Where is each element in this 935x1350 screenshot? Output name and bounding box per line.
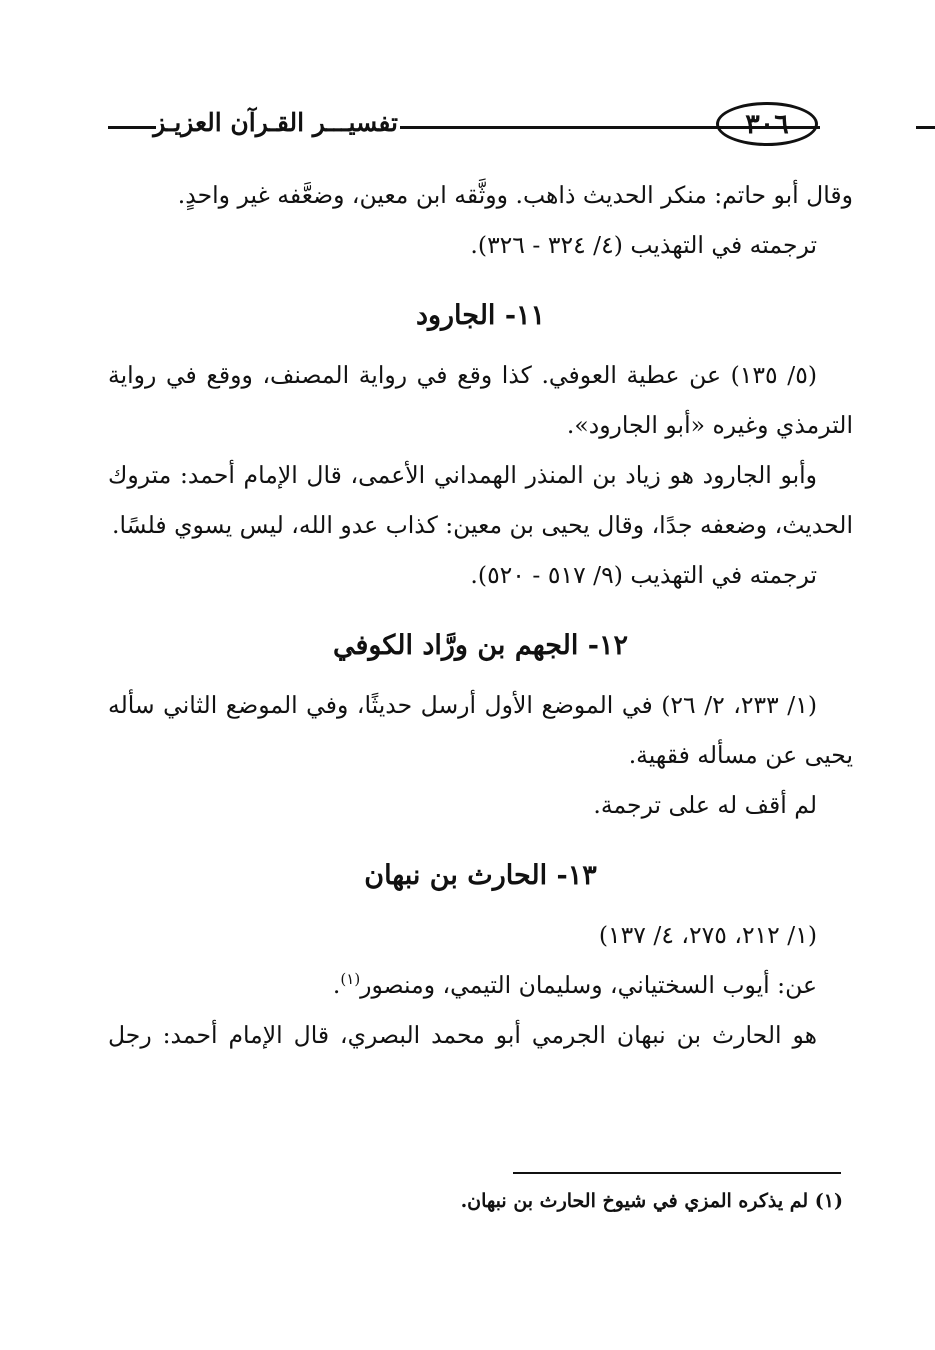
page-header [108,104,853,148]
text-run: (١/ ٢٣٣، ٢/ ٢٦) في الموضع الأول أرسل حديثًا، وفي الموضع الثاني سأله يحيى عن مسأله فقهية. [108,691,853,769]
text-run: (٥/ ١٣٥) عن عطية العوفي. كذا وقع في رواية المصنف، ووقع في رواية الترمذي وغيره «أبو الجارود». [108,361,853,439]
text-run: ١٢- الجهم بن ورَّاد الكوفي [332,630,629,661]
paragraph [108,1010,853,1060]
text-run: ١٣- الحارث بن نبهان [364,860,597,891]
entry-heading [108,852,853,900]
paragraph [108,450,853,550]
footnote-separator [513,1172,841,1174]
text-run: هو الحارث بن نبهان الجرمي أبو محمد البصري، قال الإمام أحمد: رجل [108,1021,817,1049]
header-rule-right [916,126,935,129]
paragraph [108,350,853,450]
paragraph [108,170,853,220]
footnote: (١) لم يذكره المزي في شيوخ الحارث بن نبهان. [460,1190,843,1212]
text-run: (١/ ٢١٢، ٢٧٥، ٤/ ١٣٧) [598,921,817,949]
entry-heading [108,622,853,670]
paragraph [108,780,853,830]
footnote-marker: (١) [340,970,361,989]
page-number: ٣٠٦ [716,102,818,146]
text-run: . [332,971,341,999]
running-title: تفسيـــر القـرآن العزيـز [153,108,398,137]
paragraph [108,550,853,600]
paragraph [108,680,853,780]
text-run: وقال أبو حاتم: منكر الحديث ذاهب. ووثَّقه ابن معين، وضعَّفه غير واحدٍ. [177,181,853,209]
paragraph [108,220,853,270]
text-run: ١١- الجارود [415,300,546,331]
text-run: لم أقف له على ترجمة. [593,791,817,819]
text-run: ترجمته في التهذيب (٩/ ٥١٧ - ٥٢٠). [470,561,817,589]
text-run: وأبو الجارود هو زياد بن المنذر الهمداني الأعمى، قال الإمام أحمد: متروك الحديث، وضعفه جدًا، وقال يحيى بن معين: كذاب عدو الله، ليس يسوي فلسًا. [108,461,853,539]
paragraph [108,960,853,1010]
header-rule-left [108,126,156,129]
text-run: ترجمته في التهذيب (٤/ ٣٢٤ - ٣٢٦). [470,231,817,259]
text-run: عن: أيوب السختياني، وسليمان التيمي، ومنصور [360,971,817,999]
main-text [108,170,853,1060]
entry-heading [108,292,853,340]
paragraph [108,910,853,960]
